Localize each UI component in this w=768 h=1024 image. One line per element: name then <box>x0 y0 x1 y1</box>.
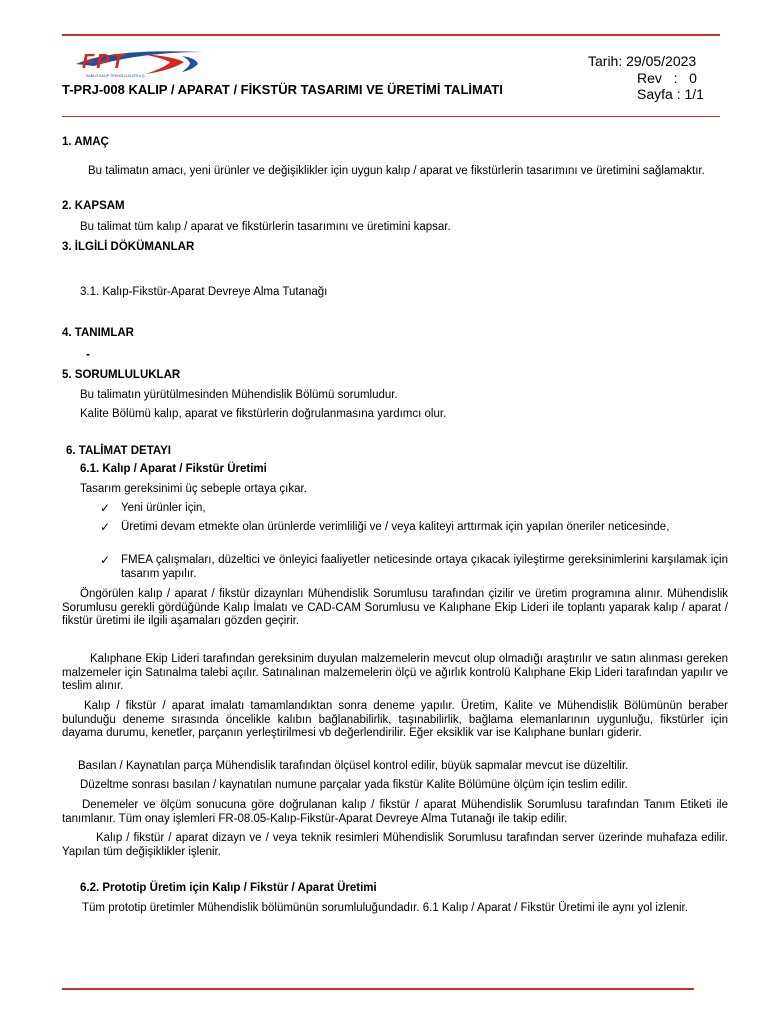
dokuman-item: 3.1. Kalıp-Fikstür-Aparat Devreye Alma Tutanağı <box>80 286 328 298</box>
check-icon: ✓ <box>100 501 111 515</box>
document-meta <box>588 53 704 103</box>
check-icon: ✓ <box>100 553 111 567</box>
heading-talimat-detayi: 6. TALİMAT DETAYI <box>66 445 171 457</box>
heading-6-2: 6.2. Prototip Üretim için Kalıp / Fikstür / Aparat Üretimi <box>80 882 377 894</box>
heading-kapsam: 2. KAPSAM <box>62 200 125 212</box>
check-icon: ✓ <box>100 520 111 534</box>
detay-paragraph-5: Düzeltme sonrası basılan / kaynatılan numune parçalar yada fikstür Kalite Bölümüne ölçüm için teslim edilir. <box>80 779 628 791</box>
footer-rule <box>62 988 694 990</box>
kapsam-text: Bu talimat tüm kalıp / aparat ve fikstürlerin tasarımını ve üretimini kapsar. <box>80 221 451 233</box>
date-field: Tarih: 29/05/2023 <box>588 53 697 69</box>
detay-paragraph-3: Kalıp / fikstür / aparat imalatı tamamlandıktan sonra deneme yapılır. Üretim, Kalite ve Mühendislik Bölümünün beraber bulunduğu deneme sırasında öncelikle kalıbın bağlanabilirlik, taşınabilirlik, bağlama elemanlarının uygunluğu, fikstürler için dayama durumu, kenetler, parçanın yerleştirilmesi vb değerlendirilir. Eğer eksiklik var ise Kalıphane bunları giderir. <box>62 700 728 739</box>
heading-tanimlar: 4. TANIMLAR <box>62 327 134 339</box>
svg-text:KABLO KALIP TEKNOLOJİLERİ A.Ş.: KABLO KALIP TEKNOLOJİLERİ A.Ş. <box>86 74 146 78</box>
company-logo <box>72 44 210 80</box>
document-title: T-PRJ-008 KALIP / APARAT / FİKSTÜR TASARIMI VE ÜRETİMİ TALİMATI <box>62 82 503 97</box>
detay-paragraph-4: Basılan / Kaynatılan parça Mühendislik tarafından ölçüsel kontrol edilir, büyük sapmalar mevcut ise düzeltilir. <box>78 760 629 772</box>
bullet-item-1: Yeni ürünler için, <box>121 502 206 514</box>
detay-paragraph-7: Kalıp / fikstür / aparat dizayn ve / veya teknik resimleri Mühendislik Sorumlusu tarafından server üzerinde muhafaza edilir. Yapılan tüm değişiklikler işlenir. <box>62 832 728 858</box>
sorumluluk-text-1: Bu talimatın yürütülmesinden Mühendislik Bölümü sorumludur. <box>80 389 398 401</box>
heading-6-1: 6.1. Kalıp / Aparat / Fikstür Üretimi <box>80 463 267 475</box>
bullet-item-3: FMEA çalışmaları, düzeltici ve önleyici faaliyetler neticesinde ortaya çıkacak iyileştirme gereksinimlerini karşılamak için tasarım yapılır. <box>121 554 728 580</box>
detay-intro: Tasarım gereksinimi üç sebeple ortaya çıkar. <box>80 483 307 495</box>
detay-paragraph-1: Öngörülen kalıp / aparat / fikstür dizaynları Mühendislik Sorumlusu tarafından çizilir ve üretim programına alınır. Mühendislik Sorumlusu gerekli gördüğünde Kalıp İmalatı ve CAD-CAM Sorumlusu ve Kalıphane Ekip Lideri ile toplantı yaparak kalıp / aparat / fikstür üretimi ile ilgili aşamaları gözden geçirir. <box>62 588 728 627</box>
bullet-item-2: Üretimi devam etmekte olan ürünlerde verimliliği ve / veya kaliteyi arttırmak için yapılan öneriler neticesinde, <box>121 521 670 533</box>
detay-paragraph-6: Denemeler ve ölçüm sonucuna göre doğrulanan kalıp / fikstür / aparat Mühendislik Sorumlusu tarafından Tanım Etiketi ile tanımlanır. Tüm onay işlemleri FR-08.05-Kalıp-Fikstür-Aparat Devreye Alma Tutanağı ile takip edilir. <box>62 799 728 825</box>
header-bottom-rule <box>62 116 720 117</box>
page-field: Sayfa : 1/1 <box>637 86 704 102</box>
amac-text: Bu talimatın amacı, yeni ürünler ve değişiklikler için uygun kalıp / aparat ve fikstürlerin tasarımını ve üretimini sağlamaktır. <box>88 165 705 177</box>
heading-amac: 1. AMAÇ <box>62 136 109 148</box>
heading-dokumanlar: 3. İLGİLİ DÖKÜMANLAR <box>62 241 195 253</box>
prototip-paragraph: Tüm prototip üretimler Mühendislik bölümünün sorumluluğundadır. 6.1 Kalıp / Aparat / Fikstür Üretimi ile aynı yol izlenir. <box>82 902 688 914</box>
header-top-rule <box>62 34 720 36</box>
revision-field: Rev : 0 <box>637 69 697 86</box>
detay-paragraph-2: Kalıphane Ekip Lideri tarafından gereksinim duyulan malzemelerin mevcut olup olmadığı araştırılır ve satın alınması gereken malzemeler için Satınalma talebi açılır. Satınalınan malzemelerin ölçü ve ağırlık kontrolü Kalıphane Ekip Lideri tarafından yapılır ve teslim alınır. <box>62 653 728 692</box>
tanimlar-item: - <box>86 347 90 361</box>
svg-text:FPT: FPT <box>82 51 126 73</box>
heading-sorumluluklar: 5. SORUMLULUKLAR <box>62 369 181 381</box>
sorumluluk-text-2: Kalite Bölümü kalıp, aparat ve fikstürlerin doğrulanmasına yardımcı olur. <box>80 408 447 420</box>
